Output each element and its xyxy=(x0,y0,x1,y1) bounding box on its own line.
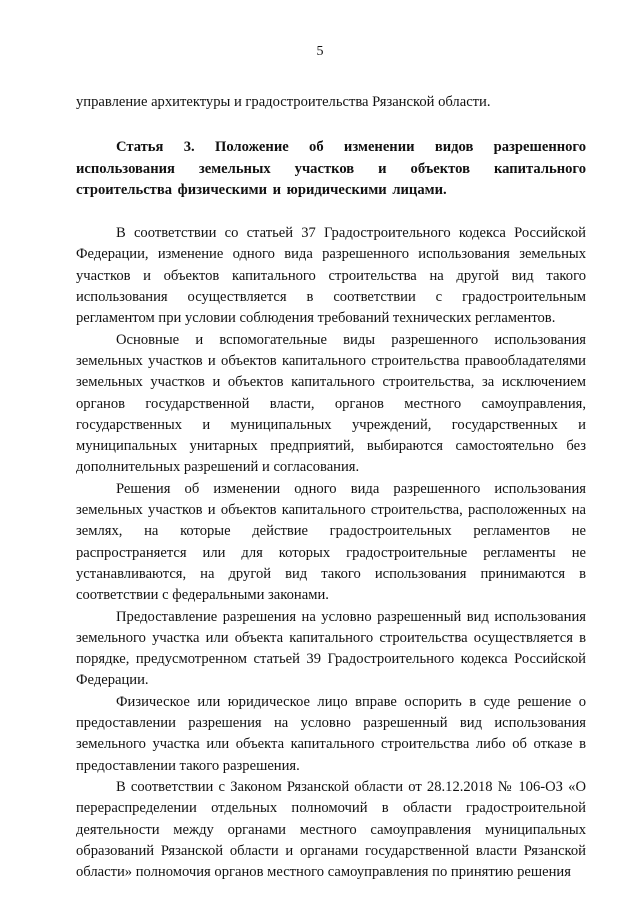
paragraph-conditional-use-permit: Предоставление разрешения на условно разрешенный вид использования земельного участка или объекта капитального строительства осуществляется в порядке, предусмотренном статьей 39 Градостроительного кодекса Российской Федерации. xyxy=(76,608,586,689)
page-number: 5 xyxy=(316,44,324,59)
paragraph-main-and-auxiliary-uses: Основные и вспомогательные виды разрешенного использования земельных участков и объектов капитального строительства правообладателями земельных участков и объектов капитального строительства, за исключением органов государственной власти, органов местного самоуправления, государственных и муниципальных учреждений, государственных и муниципальных унитарных предприятий, выбираются самостоятельно без дополнительных разрешений и согласования. xyxy=(76,331,586,476)
paragraph-article-37: В соответствии со статьей 37 Градостроительного кодекса Российской Федерации, изменение одного вида разрешенного использования земельных участков и объектов капитального строительства на другой вид такого использования осуществляется в соответствии с градостроительным регламентом при условии соблюдения требований технических регламентов. xyxy=(76,225,586,327)
continuation-line: управление архитектуры и градостроительства Рязанской области. xyxy=(76,94,491,110)
paragraph-federal-laws: Решения об изменении одного вида разрешенного использования земельных участков и объектов капитального строительства, расположенных на землях, на которые действие градостроительных регламентов не распространяется или для которых градостроительные регламенты не устанавливаются, на другой вид такого использования принимаются в соответствии с федеральными законами. xyxy=(76,480,586,604)
article-heading: Статья 3. Положение об изменении видов разрешенного использования земельных участков и объектов капитального строительства физическими и юридическими лицами. xyxy=(76,139,586,198)
paragraph-court-appeal: Физическое или юридическое лицо вправе оспорить в суде решение о предоставлении разрешения на условно разрешенный вид использования земельного участка или объекта капитального строительства либо об отказе в предоставлении такого разрешения. xyxy=(76,693,586,774)
paragraph-ryazan-law: В соответствии с Законом Рязанской области от 28.12.2018 № 106-ОЗ «О перераспределении отдельных полномочий в области градостроительной деятельности между органами местного самоуправления муниципальных образований Рязанской области и органами государственной власти Рязанской области» полномочия органов местного самоуправления по принятию решения xyxy=(76,778,586,881)
document-body xyxy=(76,92,586,883)
